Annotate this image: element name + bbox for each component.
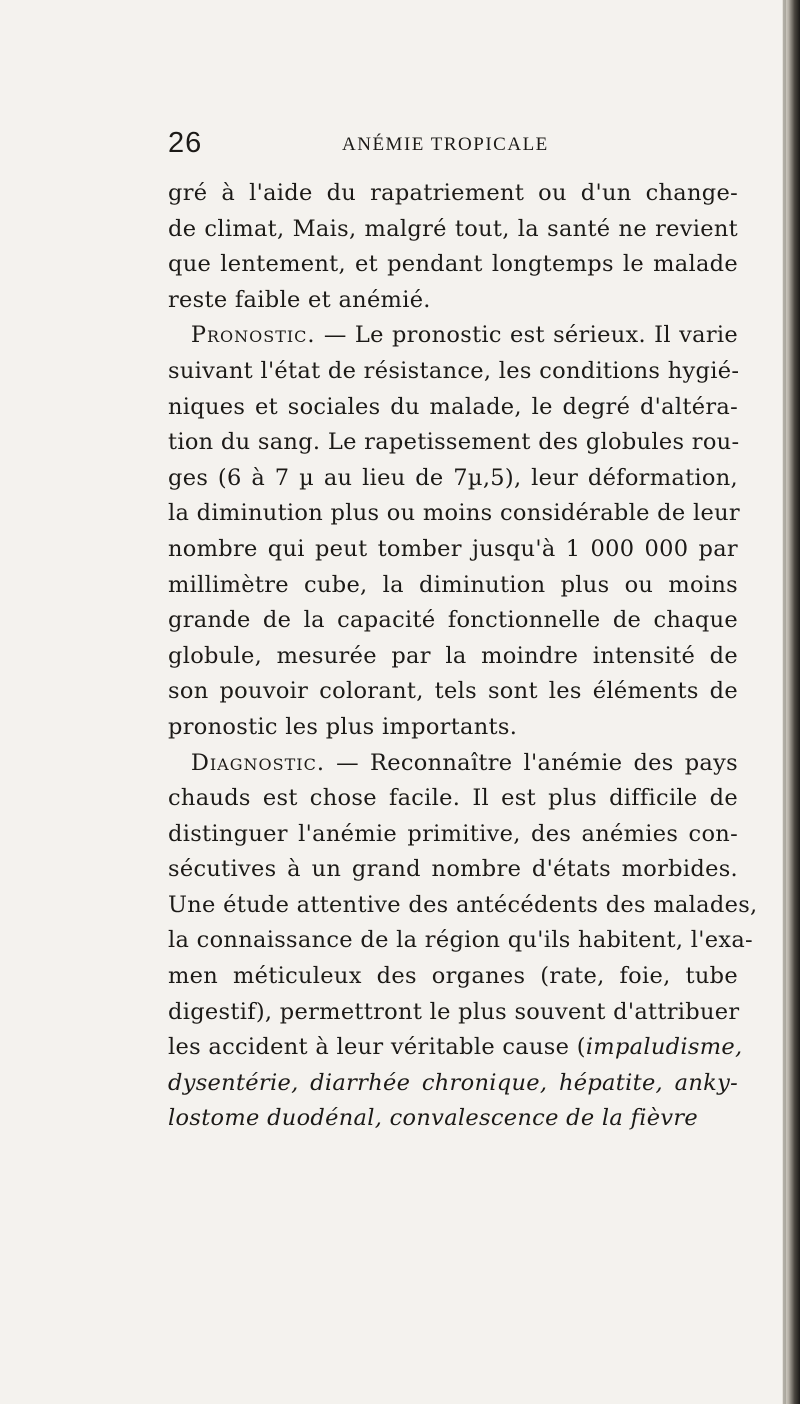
text-line: que lentement, et pendant longtemps le malade	[168, 251, 738, 278]
text-line: pronostic les plus importants.	[168, 713, 518, 740]
italic-term: impaludisme,	[585, 1034, 743, 1061]
text-line-pronostic: Pronostic. — Le pronostic est sérieux. Il varie	[190, 322, 738, 349]
text-line: niques et sociales du malade, le degré d'altéra-	[168, 393, 738, 420]
text-line: reste faible et anémié.	[168, 286, 431, 313]
text-line: millimètre cube, la diminution plus ou moins	[168, 571, 738, 598]
page-number: 26	[168, 127, 203, 159]
text-line: suivant l'état de résistance, les conditions hygié-	[168, 357, 740, 384]
text-line: distinguer l'anémie primitive, des anémies con-	[168, 820, 738, 847]
text-line: nombre qui peut tomber jusqu'à 1 000 000 par	[168, 535, 738, 562]
text-line-diagnostic: Diagnostic. — Reconnaître l'anémie des pays	[190, 749, 738, 776]
text-line: les accident à leur véritable cause (impaludisme,	[168, 1034, 743, 1061]
body-text	[168, 176, 758, 1137]
text-line: tion du sang. Le rapetissement des globules rou-	[168, 429, 740, 456]
text-line: globule, mesurée par la moindre intensité de	[168, 642, 738, 669]
page-edge-line	[783, 0, 786, 1404]
text-line: gré à l'aide du rapatriement ou d'un change-	[168, 180, 738, 206]
text-line: Une étude attentive des antécédents des malades,	[168, 891, 758, 918]
text-line: grande de la capacité fonctionnelle de chaque	[168, 607, 738, 634]
text-line: la diminution plus ou moins considérable de leur	[168, 500, 740, 527]
section-heading-pronostic: Pronostic.	[190, 322, 316, 349]
text-line: chauds est chose facile. Il est plus difficile de	[168, 785, 738, 812]
text-line: la connaissance de la région qu'ils habitent, l'exa-	[168, 927, 753, 954]
text-line: ges (6 à 7 µ au lieu de 7µ,5), leur déformation,	[168, 464, 738, 491]
text-line: son pouvoir colorant, tels sont les éléments de	[168, 678, 738, 705]
running-title: ANÉMIE TROPICALE	[342, 134, 549, 155]
text-line: men méticuleux des organes (rate, foie, tube	[168, 963, 738, 990]
page-header	[168, 127, 728, 167]
text-line: digestif), permettront le plus souvent d'attribuer	[168, 998, 740, 1025]
text-line: sécutives à un grand nombre d'états morbides.	[168, 856, 738, 883]
text-line-italic: dysentérie, diarrhée chronique, hépatite, anky-	[168, 1069, 738, 1096]
section-heading-diagnostic: Diagnostic.	[190, 749, 325, 776]
text-line-italic: lostome duodénal, convalescence de la fièvre	[168, 1105, 698, 1132]
text-line: de climat, Mais, malgré tout, la santé ne revient	[168, 215, 738, 242]
